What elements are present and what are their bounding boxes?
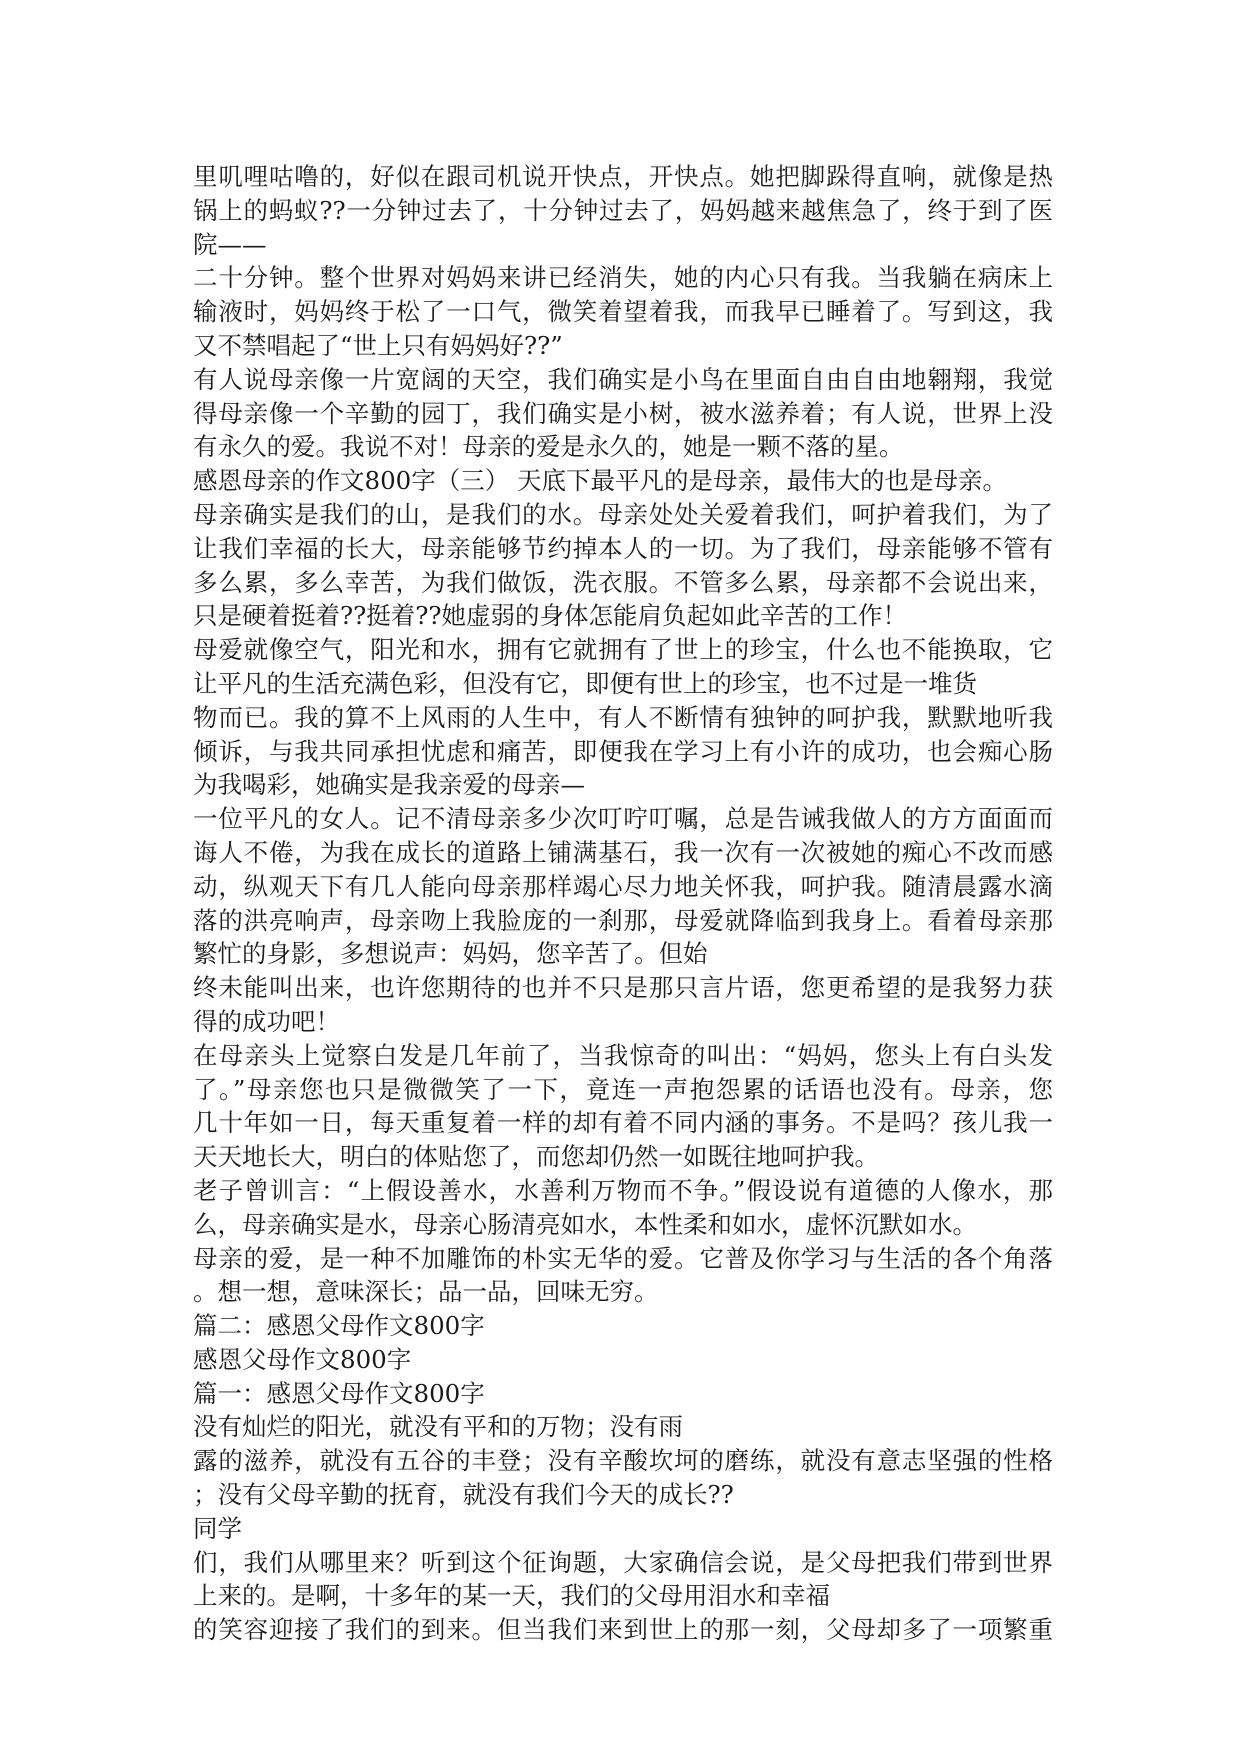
text-line: 几十年如一日，每天重复着一样的却有着不同内涵的事务。不是吗？孩儿我一 xyxy=(193,1108,1053,1138)
text-line: 有永久的爱。我说不对！母亲的爱是永久的，她是一颗不落的星。 xyxy=(193,432,904,462)
text-line: 诲人不倦，为我在成长的道路上铺满基石，我一次有一次被她的痴心不改而感 xyxy=(193,837,1053,867)
text-line: 了。”母亲您也只是微微笑了一下，竟连一声抱怨累的话语也没有。母亲，您 xyxy=(193,1074,1053,1104)
text-line: 在母亲头上觉察白发是几年前了，当我惊奇的叫出：“妈妈，您头上有白头发 xyxy=(193,1040,1053,1070)
text-line: 动，纵观天下有几人能向母亲那样竭心尽力地关怀我，呵护我。随清晨露水滴 xyxy=(193,871,1053,901)
text-line: 院—— xyxy=(193,229,267,259)
text-line: ；没有父母辛勤的抚育，就没有我们今天的成长?? xyxy=(193,1480,734,1510)
text-line: 老子曾训言：“上假设善水，水善利万物而不争。”假设说有道德的人像水，那 xyxy=(193,1175,1053,1205)
text-line: 没有灿烂的阳光，就没有平和的万物；没有雨 xyxy=(193,1412,683,1442)
text-line: 感恩母亲的作文800字（三） 天底下最平凡的是母亲，最伟大的也是母亲。 xyxy=(193,466,1008,496)
text-line: 让平凡的生活充满色彩，但没有它，即便有世上的珍宝，也不过是一堆货 xyxy=(193,668,977,698)
text-line: 露的滋养，就没有五谷的丰登；没有辛酸坎坷的磨练，就没有意志坚强的性格 xyxy=(193,1446,1053,1476)
text-line: 母亲的爱，是一种不加雕饰的朴实无华的爱。它普及你学习与生活的各个角落 xyxy=(193,1243,1053,1273)
text-line: 物而已。我的算不上风雨的人生中，有人不断情有独钟的呵护我，默默地听我 xyxy=(193,702,1053,732)
text-line: 得的成功吧！ xyxy=(193,1006,340,1036)
text-line: 繁忙的身影，多想说声：妈妈，您辛苦了。但始 xyxy=(193,939,708,969)
text-line: 倾诉，与我共同承担忧虑和痛苦，即便我在学习上有小许的成功，也会痴心肠 xyxy=(193,736,1053,766)
text-line: 么，母亲确实是水，母亲心肠清亮如水，本性柔和如水，虚怀沉默如水。 xyxy=(193,1209,977,1239)
text-line: 二十分钟。整个世界对妈妈来讲已经消失，她的内心只有我。当我躺在病床上 xyxy=(193,263,1053,293)
text-line: 得母亲像一个辛勤的园丁，我们确实是小树，被水滋养着；有人说，世界上没 xyxy=(193,398,1053,428)
text-line: 上来的。是啊，十多年的某一天，我们的父母用泪水和幸福 xyxy=(193,1581,830,1611)
text-line: 落的洪亮响声，母亲吻上我脸庞的一刹那，母爱就降临到我身上。看着母亲那 xyxy=(193,905,1053,935)
text-line: 母亲确实是我们的山，是我们的水。母亲处处关爱着我们，呵护着我们，为了 xyxy=(193,499,1053,529)
text-line: 输液时，妈妈终于松了一口气，微笑着望着我，而我早已睡着了。写到这，我 xyxy=(193,297,1053,327)
text-line: 篇二：感恩父母作文800字 xyxy=(193,1311,485,1341)
text-line: 的笑容迎接了我们的到来。但当我们来到世上的那一刻，父母却多了一项繁重 xyxy=(193,1615,1053,1645)
text-line: 让我们幸福的长大，母亲能够节约掉本人的一切。为了我们，母亲能够不管有 xyxy=(193,533,1053,563)
text-line: 里叽哩咕噜的，好似在跟司机说开快点，开快点。她把脚跺得直响，就像是热 xyxy=(193,162,1053,191)
text-line: 母爱就像空气，阳光和水，拥有它就拥有了世上的珍宝，什么也不能换取，它 xyxy=(193,635,1053,665)
text-line: 为我喝彩，她确实是我亲爱的母亲— xyxy=(193,770,585,800)
text-line: 终未能叫出来，也许您期待的也并不只是那只言片语，您更希望的是我努力获 xyxy=(193,973,1053,1003)
text-line: 感恩父母作文800字 xyxy=(193,1344,412,1374)
text-line: 一位平凡的女人。记不清母亲多少次叮咛叮嘱，总是告诫我做人的方方面面而 xyxy=(193,804,1053,834)
text-line: 篇一：感恩父母作文800字 xyxy=(193,1378,485,1408)
text-line: 。想一想，意味深长；品一品，回味无穷。 xyxy=(193,1277,659,1307)
text-line: 有人说母亲像一片宽阔的天空，我们确实是小鸟在里面自由自由地翱翔，我觉 xyxy=(193,364,1053,394)
text-line: 又不禁唱起了“世上只有妈妈好??” xyxy=(193,330,563,360)
text-line: 们，我们从哪里来？听到这个征询题，大家确信会说，是父母把我们带到世界 xyxy=(193,1547,1053,1577)
text-line: 天天地长大，明白的体贴您了，而您却仍然一如既往地呵护我。 xyxy=(193,1142,879,1172)
text-line: 多么累，多么幸苦，为我们做饭，洗衣服。不管多么累，母亲都不会说出来， xyxy=(193,567,1053,597)
text-line: 同学 xyxy=(193,1513,242,1543)
document-page xyxy=(193,160,1053,1647)
text-line: 锅上的蚂蚁??一分钟过去了，十分钟过去了，妈妈越来越焦急了，终于到了医 xyxy=(193,195,1053,225)
text-line: 只是硬着挺着??挺着??她虚弱的身体怎能肩负起如此辛苦的工作！ xyxy=(193,601,908,631)
